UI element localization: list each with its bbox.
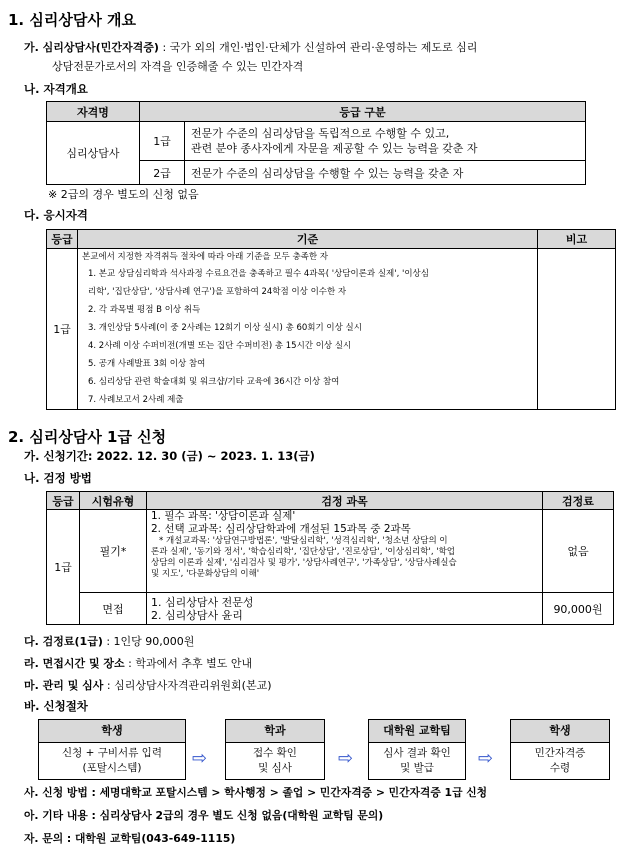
interview-subjects: 1. 심리상담사 전문성 2. 심리상담사 윤리 xyxy=(147,593,543,625)
s2-other: 아. 기타 내용 : 심리상담사 2급의 경우 별도 신청 없음(대학원 교학팀 문의) xyxy=(24,809,384,822)
th-elig-criteria: 기준 xyxy=(78,230,538,249)
arrow-right-icon: ⇨ xyxy=(478,748,494,769)
criteria-line: 리학', '집단상담', '상담사례 연구')을 포함하여 24학점 이상 이수한 자 xyxy=(88,287,347,297)
step-department-review: 학과 접수 확인 및 심사 xyxy=(225,719,325,780)
eligibility-table xyxy=(46,229,616,410)
arrow-right-icon: ⇨ xyxy=(338,748,354,769)
criteria-intro: 본교에서 지정한 자격취득 절차에 따라 아래 기준을 모두 충족한 자 xyxy=(82,252,329,262)
s1-a-text1: : 국가 외의 개인·법인·단체가 신설하여 관리·운영하는 제도로 심리 xyxy=(158,41,478,54)
criteria-line: 4. 2사례 이상 수퍼비전(개별 또는 집단 수퍼비전) 총 15시간 이상 실시 xyxy=(88,341,352,351)
s2-proc-label: 바. 신청절차 xyxy=(24,699,88,713)
grade-1-desc: 전문가 수준의 심리상담을 독립적으로 수행할 수 있고, 관련 분야 종사자에게 자문을 제공할 수 있는 능력을 갖춘 자 xyxy=(185,122,586,161)
s2-place-line: 라. 면접시간 및 장소 : 학과에서 추후 별도 안내 xyxy=(24,657,253,670)
step-student-apply: 학생 신청 + 구비서류 입력 (포탈시스템) xyxy=(38,719,186,780)
criteria-line: 5. 공개 사례발표 3회 이상 참여 xyxy=(88,359,206,369)
elig-note xyxy=(538,249,616,410)
s2-method-label: 나. 검정 방법 xyxy=(24,471,92,485)
s1-a-line xyxy=(24,39,477,55)
s2-fee-line: 다. 검정료(1급) : 1인당 90,000원 xyxy=(24,635,195,648)
s1-c-label: 다. 응시자격 xyxy=(24,208,88,222)
step-student-receive: 학생 민간자격증 수령 xyxy=(510,719,610,780)
arrow-right-icon: ⇨ xyxy=(192,748,208,769)
th-elig-note: 비고 xyxy=(538,230,616,249)
th-name: 자격명 xyxy=(47,102,140,122)
th-grade: 등급 구분 xyxy=(140,102,586,122)
s2-mgmt-line: 마. 관리 및 심사 : 심리상담사자격관리위원회(본교) xyxy=(24,679,272,692)
qualification-overview-table xyxy=(46,101,586,185)
criteria-line: 3. 개인상담 5사례(이 중 2사례는 12회기 이상 실시) 총 60회기 이상 실시 xyxy=(88,323,362,333)
s2-apply-method: 사. 신청 방법 : 세명대학교 포탈시스템 > 학사행정 > 졸업 > 민간자격증 > 민간자격증 1급 신청 xyxy=(24,786,488,799)
th-exam-type: 시험유형 xyxy=(80,492,147,510)
grade-2: 2급 xyxy=(140,161,185,185)
elig-grade: 1급 xyxy=(47,249,78,410)
criteria-line: 1. 본교 상담심리학과 석사과정 수료요건을 충족하고 필수 4과목( '상담이론과 실제', '이상심 xyxy=(88,269,429,279)
s2-period: 가. 신청기간: 2022. 12. 30 (금) ~ 2023. 1. 13(금) xyxy=(24,449,315,463)
exam-table xyxy=(46,491,614,625)
th-exam-fee: 검정료 xyxy=(543,492,614,510)
exam-fee-interview: 90,000원 xyxy=(543,593,614,625)
grade-2-desc: 전문가 수준의 심리상담을 수행할 수 있는 능력을 갖춘 자 xyxy=(185,161,586,185)
section1-title: 1. 심리상담사 개요 xyxy=(8,11,137,29)
grade-1: 1급 xyxy=(140,122,185,161)
elig-criteria xyxy=(78,249,538,410)
criteria-line: 6. 심리상담 관련 학술대회 및 워크샵/기타 교육에 36시간 이상 참여 xyxy=(88,377,340,387)
section2-title: 2. 심리상담사 1급 신청 xyxy=(8,428,167,446)
s1-note: ※ 2급의 경우 별도의 신청 없음 xyxy=(48,188,199,201)
qual-name: 심리상담사 xyxy=(47,122,140,185)
s1-a-label: 가. 심리상담사(민간자격증) xyxy=(24,41,159,54)
criteria-line: 7. 사례보고서 2사례 제출 xyxy=(88,395,184,405)
exam-subjects: 1. 필수 과목: '상담이론과 실제' 2. 선택 교과목: 심리상담학과에 개설된 15과목 중 2과목 * 개설교과목: '상담연구방법론', '발달심리학', '성격심리학', '청소년 상담의 이 론과 실제', '동기와 정서', '학습심리학', '집단상담', '진로상담', '이상심리학', '학업 상담의 이론과 실제', '심리검사 및 평가', '상담사례연구', '가족상담', '상담사례실습 및 지도', '다문화상담의 이해' xyxy=(147,510,543,593)
s1-b-label: 나. 자격개요 xyxy=(24,82,88,96)
exam-type-interview: 면접 xyxy=(80,593,147,625)
exam-fee-written: 없음 xyxy=(543,510,614,593)
criteria-line: 2. 각 과목별 평점 B 이상 취득 xyxy=(88,305,201,315)
th-exam-subject: 검정 과목 xyxy=(147,492,543,510)
s2-contact: 자. 문의 : 대학원 교학팀(043-649-1115) xyxy=(24,832,236,845)
exam-type-written: 필기* xyxy=(80,510,147,593)
s1-a-text2: 상담전문가로서의 자격을 인증해줄 수 있는 민간자격 xyxy=(52,60,304,73)
exam-grade: 1급 xyxy=(47,510,80,625)
th-exam-grade: 등급 xyxy=(47,492,80,510)
step-graduate-office: 대학원 교학팀 심사 결과 확인 및 발급 xyxy=(368,719,466,780)
th-elig-grade: 등급 xyxy=(47,230,78,249)
